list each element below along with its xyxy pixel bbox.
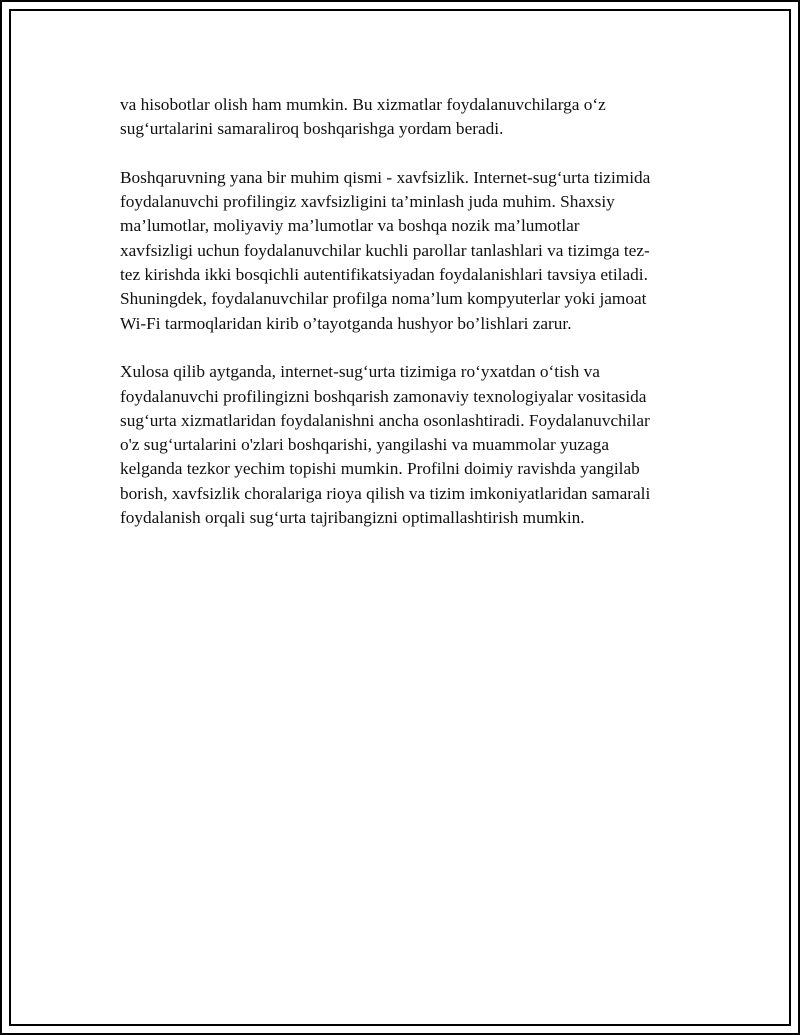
paragraph-conclusion: Xulosa qilib aytganda, internet-sug‘urta tizimiga ro‘yxatdan o‘tish va foydalanuvchi profilingizni boshqarish zamonaviy texnologiyalar vositasida sug‘urta xizmatlaridan foydalanishni ancha osonlashtiradi. Foydalanuvchilar o'z sug‘urtalarini o'zlari boshqarishi, yangilashi va muammolar yuzaga kelganda tezkor yechim topishi mumkin. Profilni doimiy ravishda yangilab borish, xavfsizlik choralariga rioya qilish va tizim imkoniyatlaridan samarali foydalanish orqali sug‘urta tajribangizni optimallashtirish mumkin. — [120, 362, 651, 528]
paragraph-continuation: va hisobotlar olish ham mumkin. Bu xizmatlar foydalanuvchilarga o‘z sug‘urtalarini samaraliroq boshqarishga yordam beradi. — [120, 95, 606, 139]
document-body — [120, 93, 700, 555]
paragraph-security: Boshqaruvning yana bir muhim qismi - xavfsizlik. Internet-sug‘urta tizimida foydalanuvchi profilingiz xavfsizligini ta’minlash juda muhim. Shaxsiy ma’lumotlar, moliyaviy ma’lumotlar va boshqa nozik ma’lumotlar xavfsizligi uchun foydalanuvchilar kuchli parollar tanlashlari va tizimga tez- tez kirishda ikki bosqichli autentifikatsiyadan foydalanishlari tavsiya etiladi. Shuningdek, foydalanuvchilar profilga noma’lum kompyuterlar yoki jamoat Wi-Fi tarmoqlaridan kirib o’tayotganda hushyor bo’lishlari zarur. — [120, 167, 651, 333]
